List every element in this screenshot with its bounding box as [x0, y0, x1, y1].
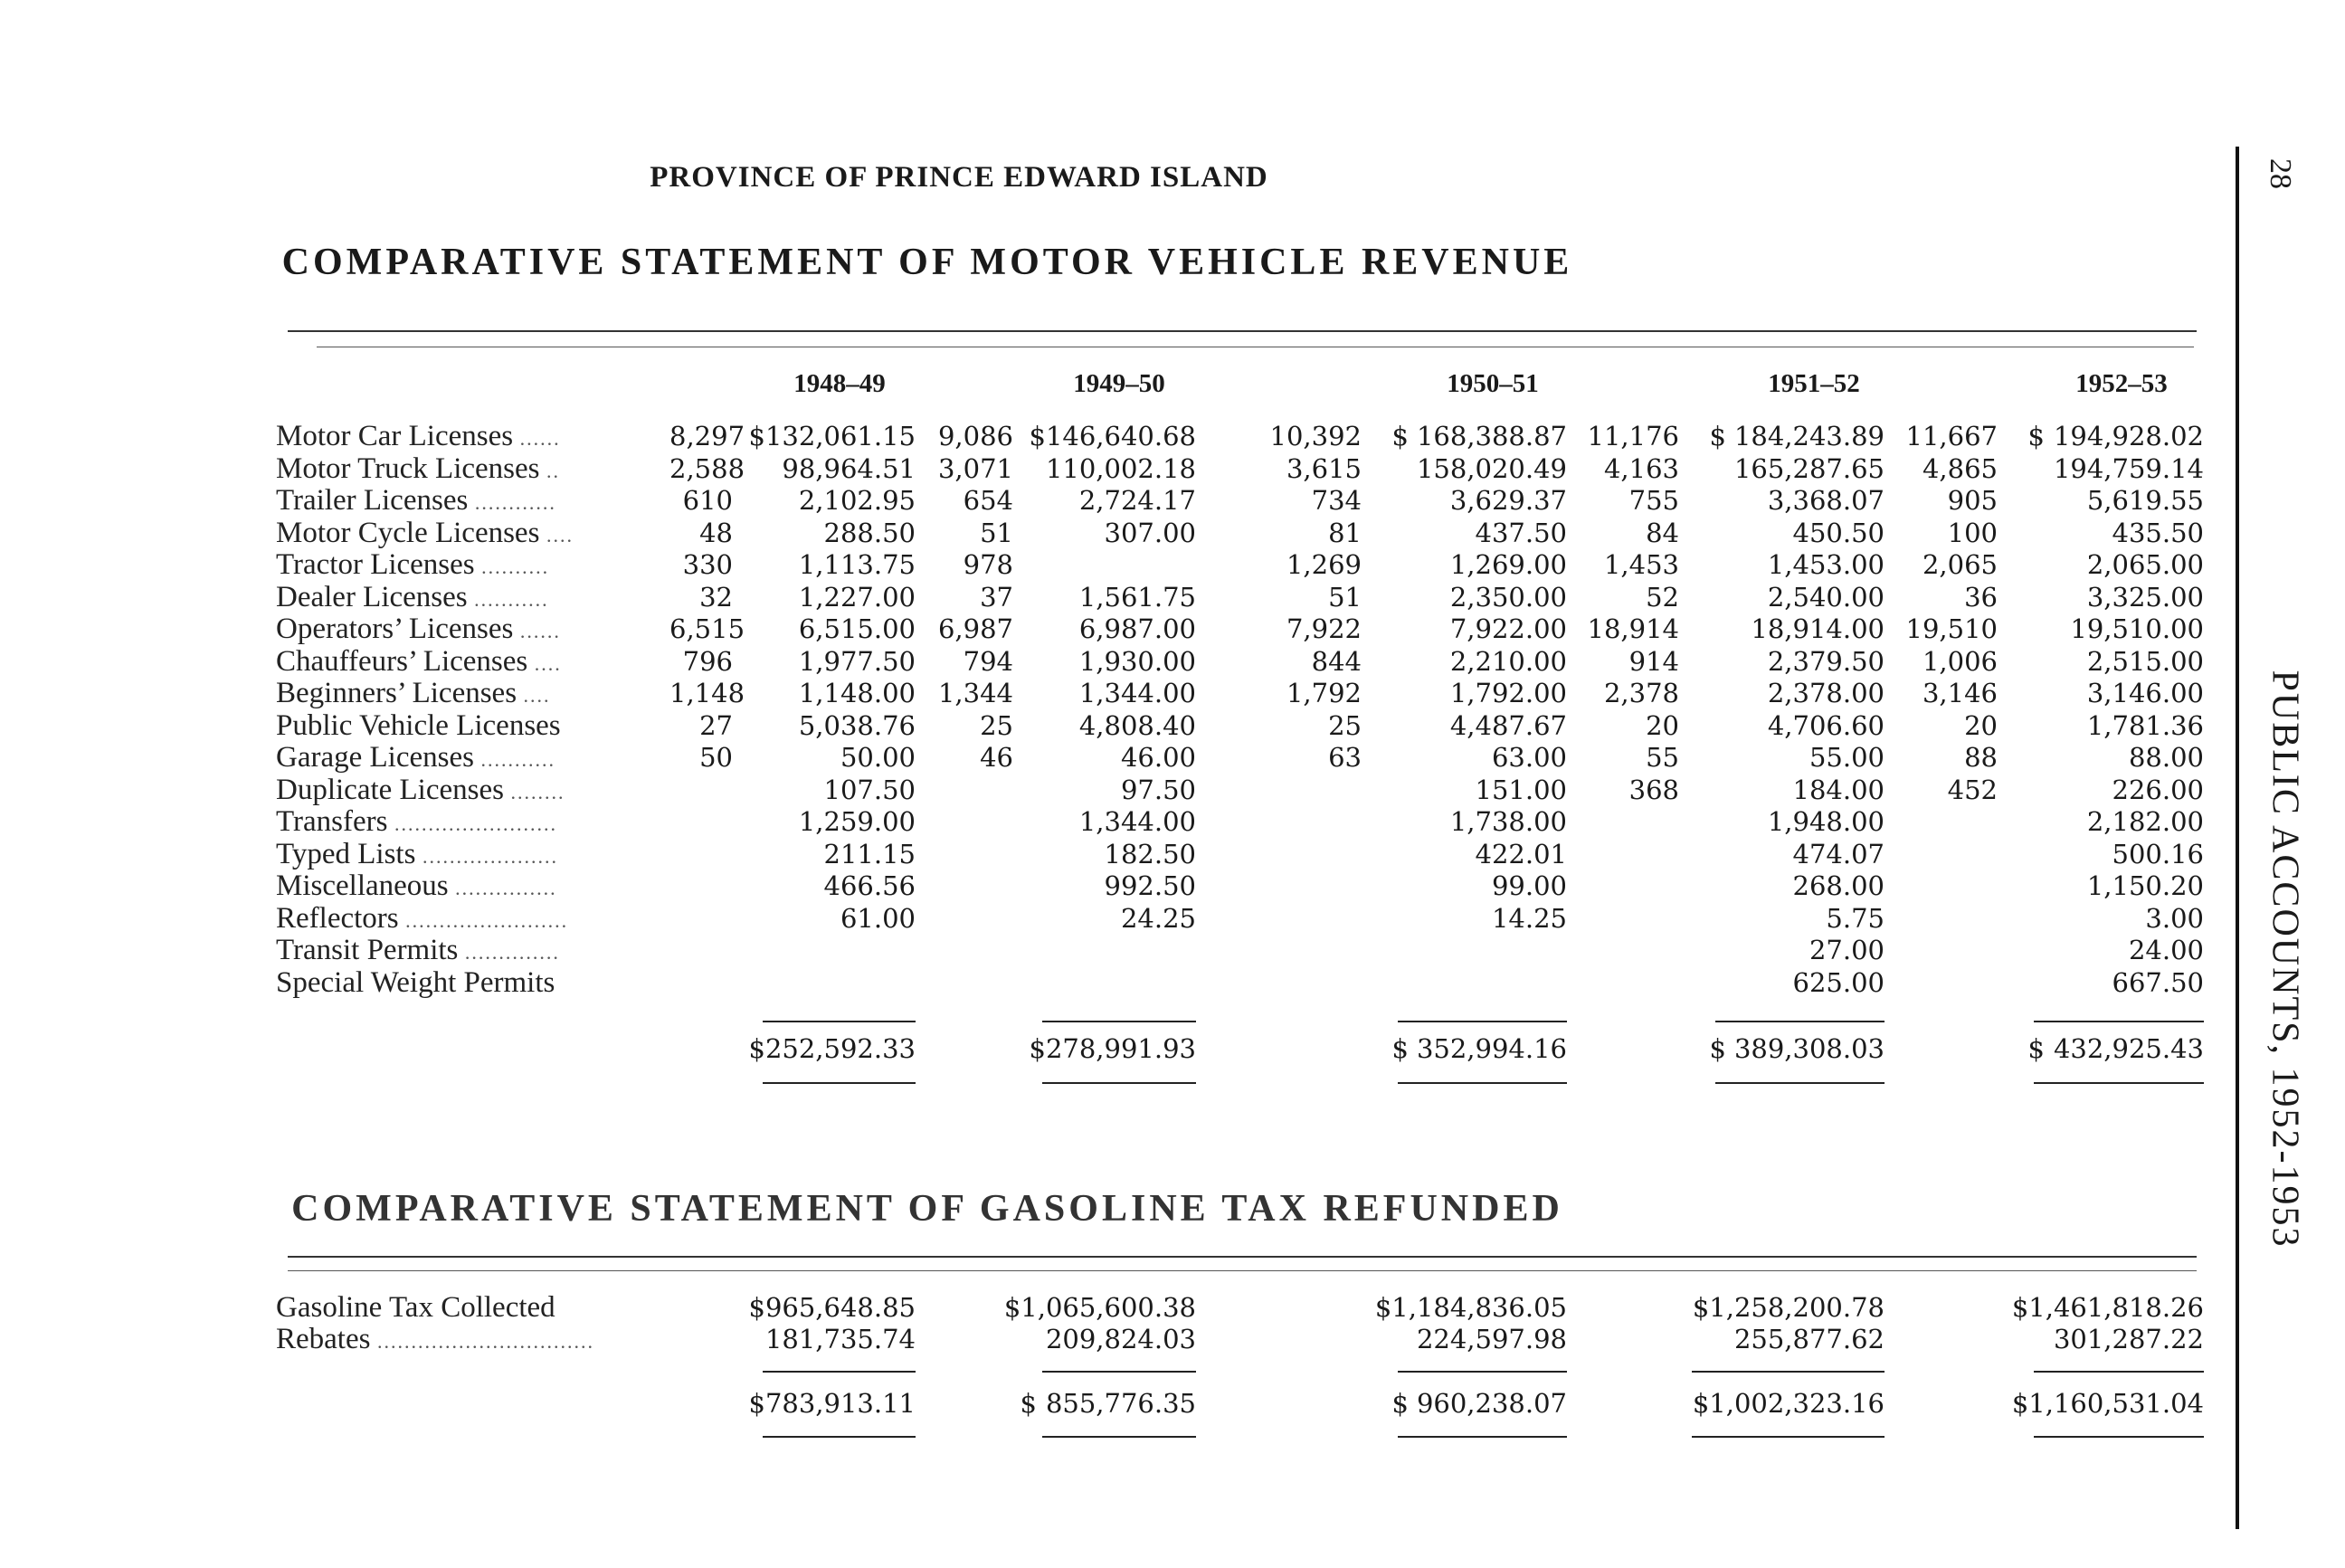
table-cell: 5.75 [1826, 902, 1885, 934]
table-cell: 27 [699, 709, 733, 741]
table-cell: 19,510.00 [2070, 613, 2204, 644]
table-cell: 36 [1964, 581, 1998, 613]
table-cell: $1,461,818.26 [2011, 1292, 2204, 1323]
table-cell: 9,086 [937, 421, 1013, 451]
table-cell: 450.50 [1792, 517, 1885, 548]
row-label-text: Garage Licenses [276, 742, 474, 774]
gas-rule-top [288, 1256, 2197, 1258]
table-cell: 46 [980, 742, 1013, 773]
total-underline [1398, 1436, 1567, 1438]
table-cell: 500.16 [2112, 838, 2204, 870]
table-cell: 1,269.00 [1449, 549, 1567, 580]
table-cell: 474.07 [1792, 838, 1885, 870]
table-cell: 905 [1947, 485, 1998, 516]
table-cell: 6,515 [669, 613, 745, 644]
table-cell: 6,987 [937, 613, 1013, 644]
total-value: $1,160,531.04 [2011, 1388, 2204, 1419]
row-label [276, 806, 638, 840]
leader-dots: ........... [473, 748, 555, 771]
table-cell: 4,163 [1603, 452, 1679, 484]
total-value: 432,925.43 [2053, 1033, 2204, 1064]
table-cell: 50.00 [840, 742, 916, 773]
table-cell: 25 [1328, 709, 1362, 741]
table-cell: 2,515.00 [2086, 645, 2204, 677]
total-underline [1042, 1082, 1196, 1084]
row-label [276, 518, 638, 551]
table-cell: $1,184,836.05 [1374, 1292, 1567, 1323]
table-cell: 255,877.62 [1733, 1324, 1885, 1354]
table-cell: 1,792.00 [1449, 678, 1567, 708]
leader-dots: .................... [415, 844, 558, 868]
table-cell: 20 [1964, 709, 1998, 741]
year-header: 1948–49 [793, 369, 886, 398]
table-cell: 55.00 [1809, 742, 1885, 773]
row-label [276, 935, 638, 968]
table-cell: 2,378.00 [1767, 678, 1885, 708]
row-label-text: Motor Cycle Licenses [276, 517, 540, 549]
table-cell: 330 [682, 549, 733, 580]
year-header: 1952–53 [2075, 369, 2168, 398]
table-cell: 168,388.87 [1416, 421, 1567, 451]
table-cell: 452 [1947, 774, 1998, 805]
table-cell: 194,928.02 [2053, 421, 2204, 451]
table-cell: 194,759.14 [2053, 452, 2204, 484]
row-label-text: Public Vehicle Licenses [276, 709, 561, 742]
table-cell: 794 [963, 645, 1013, 677]
table-cell: 654 [963, 485, 1013, 516]
table-cell: $ [2027, 421, 2045, 451]
table-cell: 422.01 [1475, 838, 1567, 870]
table-cell: 1,344 [937, 678, 1013, 708]
table-cell: 63 [1328, 742, 1362, 773]
table-cell: 1,948.00 [1767, 806, 1885, 837]
table-cell: $ [1709, 421, 1726, 451]
table-cell: 37 [980, 581, 1013, 613]
total-underline [2034, 1082, 2204, 1084]
table-cell: 182.50 [1104, 838, 1196, 870]
table-cell: 667.50 [2112, 966, 2204, 998]
row-label-text: Tractor Licenses [276, 549, 475, 581]
table-cell: 8,297 [669, 421, 745, 451]
total-rule [2034, 1021, 2204, 1022]
leader-dots: ............ [468, 491, 556, 514]
total-value: 352,994.16 [1416, 1033, 1567, 1064]
leader-dots: .... [539, 523, 574, 546]
table-cell: 24.00 [2128, 935, 2204, 965]
table-cell: 2,350.00 [1449, 581, 1567, 613]
table-cell: 52 [1646, 581, 1679, 613]
table-cell: 796 [682, 645, 733, 677]
table-cell: 63.00 [1491, 742, 1567, 773]
table-cell: 55 [1646, 742, 1679, 773]
table-cell: 2,540.00 [1767, 581, 1885, 613]
leader-dots: .............. [458, 941, 560, 964]
table-cell: 211.15 [823, 838, 916, 870]
row-label [276, 839, 638, 872]
table-cell: $965,648.85 [748, 1292, 916, 1323]
leader-dots: ................................ [370, 1330, 594, 1353]
row-label [276, 1324, 638, 1357]
table-cell: 184.00 [1792, 774, 1885, 805]
table-cell: 224,597.98 [1416, 1324, 1567, 1354]
row-label [276, 967, 638, 1001]
total-underline [2034, 1436, 2204, 1438]
table-cell: 466.56 [823, 870, 916, 901]
table-cell: 18,914 [1587, 613, 1679, 644]
table-cell: 368 [1628, 774, 1679, 805]
table-cell: 20 [1646, 709, 1679, 741]
leader-dots: .. [539, 459, 560, 482]
table-cell: 50 [699, 742, 733, 773]
table-cell: 2,210.00 [1449, 645, 1567, 677]
table-cell: 2,588 [669, 452, 745, 484]
total-value: $1,002,323.16 [1692, 1388, 1885, 1419]
table-cell: 992.50 [1104, 870, 1196, 901]
table-cell: 46.00 [1120, 742, 1196, 773]
year-header: 1950–51 [1447, 369, 1539, 398]
table-cell: 184,243.89 [1733, 421, 1885, 451]
table-cell: 4,706.60 [1767, 709, 1885, 741]
row-label-text: Beginners’ Licenses [276, 678, 517, 709]
leader-dots: ........................ [398, 908, 569, 932]
table-cell: 4,487.67 [1449, 709, 1567, 741]
leader-dots: ...... [513, 620, 561, 642]
table-cell: 48 [699, 517, 733, 548]
table-cell: 11,667 [1905, 421, 1998, 451]
row-label [276, 485, 638, 518]
table-cell: 1,977.50 [798, 645, 916, 677]
table-cell: 1,150.20 [2086, 870, 2204, 901]
table-cell: 4,865 [1922, 452, 1998, 484]
row-label-text: Reflectors [276, 902, 399, 935]
table-cell: 25 [980, 709, 1013, 741]
table-cell: 1,113.75 [798, 549, 916, 580]
table-cell: 32 [699, 581, 733, 613]
table-cell: 181,735.74 [764, 1324, 916, 1354]
total-rule [1398, 1371, 1567, 1373]
row-label-text: Motor Truck Licenses [276, 452, 540, 485]
total-value: $ [1709, 1033, 1726, 1064]
leader-dots: ........... [467, 587, 549, 611]
table-cell: $ [1391, 421, 1409, 451]
running-title: PUBLIC ACCOUNTS, 1952-1953 [2264, 670, 2305, 1249]
table-cell: 2,378 [1603, 678, 1679, 708]
total-underline [1715, 1082, 1885, 1084]
total-rule [1715, 1021, 1885, 1022]
province-heading: PROVINCE OF PRINCE EDWARD ISLAND [650, 161, 1268, 194]
table-cell: 1,148 [669, 678, 745, 708]
table-cell: 1,453 [1603, 549, 1679, 580]
table-cell: 14.25 [1491, 902, 1567, 934]
table-cell: 18,914.00 [1751, 613, 1885, 644]
table-cell: 10,392 [1269, 421, 1362, 451]
table-cell: 437.50 [1475, 517, 1567, 548]
table-cell: 97.50 [1120, 774, 1196, 805]
table-cell: 51 [1328, 581, 1362, 613]
table-cell: 2,065.00 [2086, 549, 2204, 580]
table-cell: 3,368.07 [1767, 485, 1885, 516]
table-cell: 1,344.00 [1078, 806, 1196, 837]
table-cell: 1,781.36 [2086, 709, 2204, 741]
table-cell: 158,020.49 [1416, 452, 1567, 484]
table-cell: 3.00 [2145, 902, 2204, 934]
table-cell: 88 [1964, 742, 1998, 773]
table-cell: 107.50 [823, 774, 916, 805]
table-cell: 27.00 [1809, 935, 1885, 965]
row-label-text: Chauffeurs’ Licenses [276, 645, 528, 678]
row-label-text: Typed Lists [276, 838, 416, 870]
total-value: $ [1391, 1033, 1409, 1064]
table-cell: $132,061.15 [748, 421, 916, 451]
row-label-text: Dealer Licenses [276, 581, 468, 613]
table-cell: 99.00 [1491, 870, 1567, 901]
gasoline-tax-title: COMPARATIVE STATEMENT OF GASOLINE TAX REFUNDED [291, 1188, 1563, 1230]
table-cell: 301,287.22 [2053, 1324, 2204, 1354]
table-cell: 2,379.50 [1767, 645, 1885, 677]
row-label-text: Transit Permits [276, 935, 459, 966]
total-value: 960,238.07 [1416, 1388, 1567, 1419]
table-cell: 625.00 [1792, 966, 1885, 998]
leader-dots: ............... [448, 877, 557, 899]
total-rule [1042, 1371, 1196, 1373]
table-cell: 2,065 [1922, 549, 1998, 580]
table-cell: 3,146 [1922, 678, 1998, 708]
row-label-text: Operators’ Licenses [276, 613, 514, 645]
table-cell: $1,065,600.38 [1003, 1292, 1196, 1323]
total-value: $278,991.93 [1029, 1033, 1196, 1064]
total-value: $ [2027, 1033, 2045, 1064]
table-cell: 288.50 [823, 517, 916, 548]
row-label-text: Rebates [276, 1324, 371, 1355]
table-cell: 88.00 [2128, 742, 2204, 773]
title-rule-top [288, 330, 2197, 332]
year-header: 1951–52 [1768, 369, 1860, 398]
table-cell: 610 [682, 485, 733, 516]
total-value: $252,592.33 [748, 1033, 916, 1064]
total-underline [763, 1436, 916, 1438]
row-label [276, 646, 638, 679]
gas-rule-bottom [288, 1270, 2197, 1271]
total-value: 389,308.03 [1733, 1033, 1885, 1064]
total-underline [763, 1082, 916, 1084]
table-cell: 978 [963, 549, 1013, 580]
row-label [276, 678, 638, 711]
table-cell: 3,071 [937, 452, 1013, 484]
table-cell: 1,269 [1286, 549, 1362, 580]
table-cell: 51 [980, 517, 1013, 548]
table-cell: 1,561.75 [1078, 581, 1196, 613]
table-cell: 151.00 [1475, 774, 1567, 805]
table-cell: 209,824.03 [1045, 1324, 1196, 1354]
table-cell: 1,227.00 [798, 581, 916, 613]
table-cell: $146,640.68 [1029, 421, 1196, 451]
table-cell: 5,619.55 [2086, 485, 2204, 516]
row-label [276, 742, 638, 775]
table-cell: 3,615 [1286, 452, 1362, 484]
table-cell: 110,002.18 [1045, 452, 1196, 484]
table-cell: 84 [1646, 517, 1679, 548]
table-cell: 755 [1628, 485, 1679, 516]
table-cell: 165,287.65 [1733, 452, 1885, 484]
table-cell: 307.00 [1104, 517, 1196, 548]
leader-dots: ........................ [387, 813, 557, 835]
row-label [276, 453, 638, 487]
table-cell: 435.50 [2112, 517, 2204, 548]
table-cell: 3,325.00 [2086, 581, 2204, 613]
table-cell: 19,510 [1905, 613, 1998, 644]
table-cell: 1,738.00 [1449, 806, 1567, 837]
row-label-text: Trailer Licenses [276, 485, 469, 517]
row-label [276, 710, 638, 744]
table-cell: 7,922 [1286, 613, 1362, 644]
row-label-text: Duplicate Licenses [276, 774, 504, 806]
row-label [276, 421, 638, 454]
total-rule [1692, 1371, 1885, 1373]
total-underline [1398, 1082, 1567, 1084]
row-label-text: Special Weight Permits [276, 966, 555, 999]
table-cell: 268.00 [1792, 870, 1885, 901]
total-rule [1042, 1021, 1196, 1022]
row-label [276, 870, 638, 904]
table-cell: 81 [1328, 517, 1362, 548]
table-cell: $1,258,200.78 [1692, 1292, 1885, 1323]
total-value: $ [1391, 1388, 1409, 1419]
table-cell: 3,146.00 [2086, 678, 2204, 708]
table-cell: 1,006 [1922, 645, 1998, 677]
table-cell: 7,922.00 [1449, 613, 1567, 644]
row-label-text: Gasoline Tax Collected [276, 1292, 555, 1324]
table-cell: 6,987.00 [1078, 613, 1196, 644]
year-header: 1949–50 [1073, 369, 1165, 398]
table-cell: 2,724.17 [1078, 485, 1196, 516]
total-rule [2034, 1371, 2204, 1373]
row-label-text: Transfers [276, 806, 388, 838]
table-cell: 4,808.40 [1078, 709, 1196, 741]
table-cell: 1,344.00 [1078, 678, 1196, 708]
table-cell: 1,148.00 [798, 678, 916, 708]
table-cell: 734 [1311, 485, 1362, 516]
row-label [276, 903, 638, 936]
table-cell: 844 [1311, 645, 1362, 677]
row-label [276, 774, 638, 808]
total-rule [763, 1021, 916, 1022]
row-label [276, 613, 638, 647]
total-rule [1398, 1021, 1567, 1022]
table-cell: 100 [1947, 517, 1998, 548]
row-label [276, 549, 638, 583]
table-cell: 1,259.00 [798, 806, 916, 837]
row-label [276, 582, 638, 615]
table-cell: 3,629.37 [1449, 485, 1567, 516]
table-cell: 98,964.51 [782, 452, 916, 484]
table-cell: 914 [1628, 645, 1679, 677]
table-cell: 61.00 [840, 902, 916, 934]
leader-dots: .......... [474, 556, 550, 578]
table-cell: 1,453.00 [1767, 549, 1885, 580]
table-cell: 6,515.00 [798, 613, 916, 644]
table-cell: 11,176 [1587, 421, 1679, 451]
leader-dots: .... [527, 651, 562, 675]
row-label-text: Motor Car Licenses [276, 421, 514, 452]
table-cell: 5,038.76 [798, 709, 916, 741]
row-label [276, 1292, 638, 1326]
total-underline [1692, 1436, 1885, 1438]
row-label-text: Miscellaneous [276, 870, 449, 902]
leader-dots: .... [517, 684, 551, 707]
total-value: 855,776.35 [1045, 1388, 1196, 1419]
total-value: $783,913.11 [748, 1388, 916, 1419]
total-underline [1042, 1436, 1196, 1438]
total-value: $ [1020, 1388, 1037, 1419]
table-cell: 1,792 [1286, 678, 1362, 708]
leader-dots: ........ [503, 780, 565, 803]
page-number: 28 [2264, 158, 2297, 189]
motor-revenue-title: COMPARATIVE STATEMENT OF MOTOR VEHICLE REVENUE [281, 242, 1573, 283]
table-cell: 2,102.95 [798, 485, 916, 516]
table-cell: 226.00 [2112, 774, 2204, 805]
table-cell: 24.25 [1120, 902, 1196, 934]
table-cell: 1,930.00 [1078, 645, 1196, 677]
total-rule [763, 1371, 916, 1373]
leader-dots: ...... [513, 427, 561, 450]
table-cell: 2,182.00 [2086, 806, 2204, 837]
